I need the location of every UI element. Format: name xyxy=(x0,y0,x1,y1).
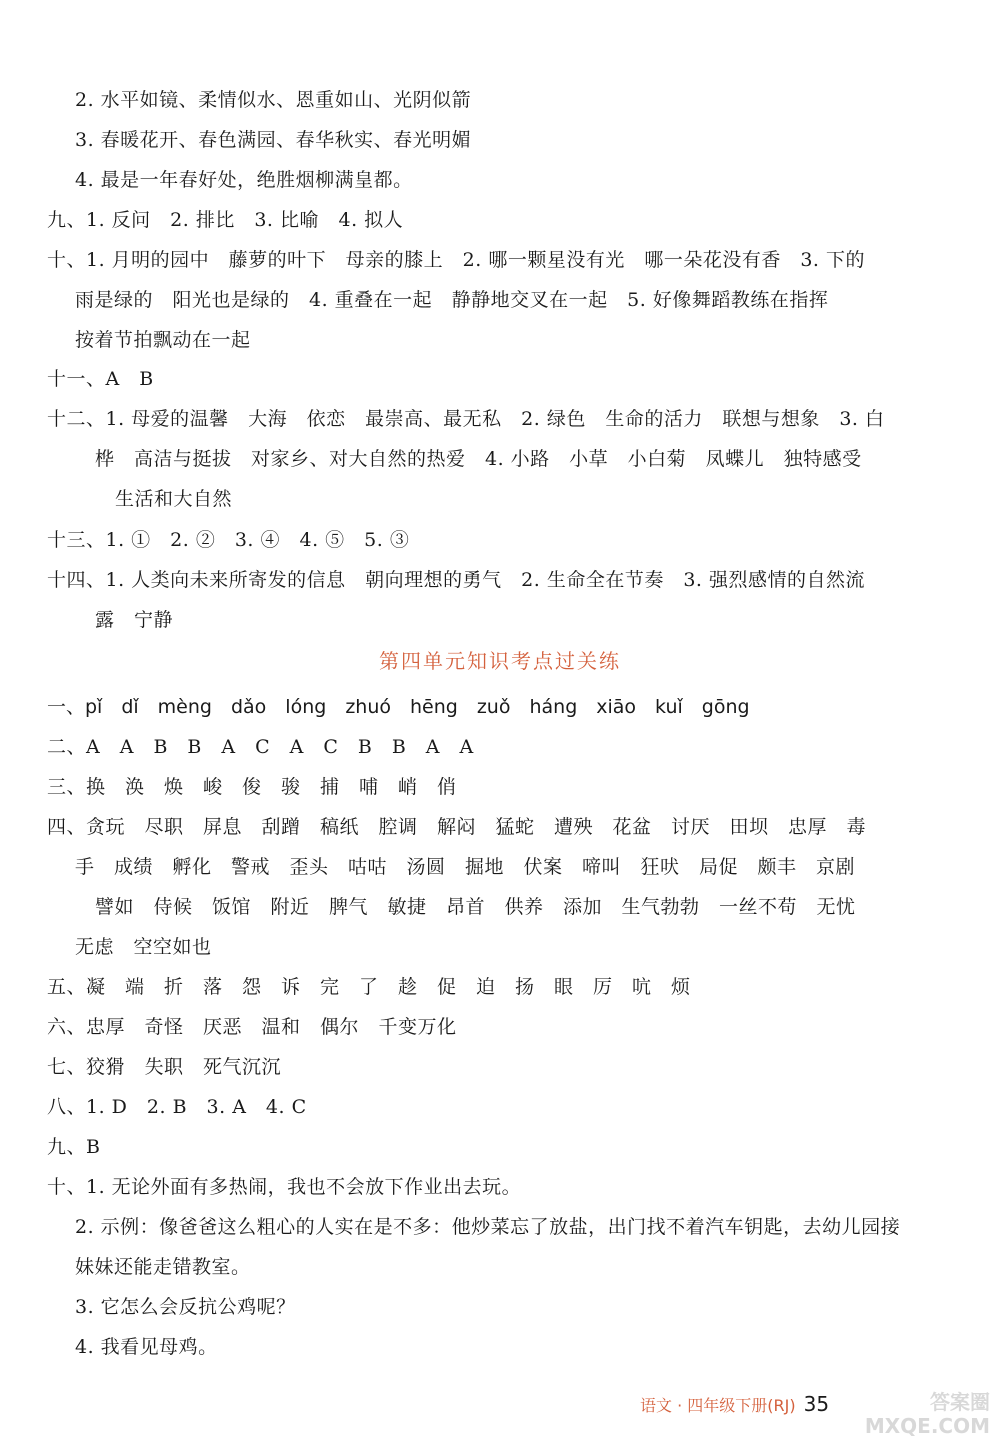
answer-line: 八、1. D 2. B 3. A 4. C xyxy=(47,1096,307,1118)
footer-subject: 语文 · 四年级下册(RJ) xyxy=(640,1396,796,1415)
answer-line: 十、1. 月明的园中 藤萝的叶下 母亲的膝上 2. 哪一颗星没有光 哪一朵花没有香 3. 下的 xyxy=(47,249,866,271)
answer-line: 十四、1. 人类向未来所寄发的信息 朝向理想的勇气 2. 生命全在节奏 3. 强烈感情的自然流 xyxy=(47,569,866,591)
answer-line: 妹妹还能走错教室。 xyxy=(75,1256,251,1278)
answer-line: 六、忠厚 奇怪 厌恶 温和 偶尔 千变万化 xyxy=(47,1016,457,1038)
answer-line: 譬如 侍候 饭馆 附近 脾气 敏捷 昂首 供养 添加 生气勃勃 一丝不苟 无忧 xyxy=(95,896,856,918)
answer-line: 无虑 空空如也 xyxy=(75,936,212,958)
answer-line: 生活和大自然 xyxy=(115,488,233,510)
answer-line: 九、B xyxy=(47,1136,101,1158)
answer-line: 七、狡猾 失职 死气沉沉 xyxy=(47,1056,282,1078)
answer-line-pinyin: 一、pǐ dǐ mèng dǎo lóng zhuó hēng zuǒ háng xiāo kuǐ gōng xyxy=(47,696,750,718)
answer-line: 十一、A B xyxy=(47,368,154,390)
answer-line: 四、贪玩 尽职 屏息 刮蹭 稿纸 腔调 解闷 猛蛇 遭殃 花盆 讨厌 田坝 忠厚 毒 xyxy=(47,816,867,838)
answer-line: 桦 高洁与挺拔 对家乡、对大自然的热爱 4. 小路 小草 小白菊 凤蝶儿 独特感受 xyxy=(95,448,862,470)
answer-line: 按着节拍飘动在一起 xyxy=(75,329,251,351)
answer-line: 3. 它怎么会反抗公鸡呢？ xyxy=(75,1296,296,1318)
answer-line: 4. 最是一年春好处，绝胜烟柳满皇都。 xyxy=(75,169,413,191)
page-number: 35 xyxy=(803,1392,830,1416)
answer-line: 十、1. 无论外面有多热闹，我也不会放下作业出去玩。 xyxy=(47,1176,522,1198)
answer-line: 2. 示例：像爸爸这么粗心的人实在是不多：他炒菜忘了放盐，出门找不着汽车钥匙，去幼儿园接 xyxy=(75,1216,901,1238)
answer-line: 3. 春暖花开、春色满园、春华秋实、春光明媚 xyxy=(75,129,472,151)
answer-line: 十二、1. 母爱的温馨 大海 依恋 最崇高、最无私 2. 绿色 生命的活力 联想与想象 3. 白 xyxy=(47,408,885,430)
answer-line: 雨是绿的 阳光也是绿的 4. 重叠在一起 静静地交叉在一起 5. 好像舞蹈教练在指挥 xyxy=(75,289,829,311)
answer-line: 露 宁静 xyxy=(95,609,174,631)
answer-line: 手 成绩 孵化 警戒 歪头 咕咕 汤圆 掘地 伏案 啼叫 狂吠 局促 颇丰 京剧 xyxy=(75,856,856,878)
answer-line: 2. 水平如镜、柔情似水、恩重如山、光阴似箭 xyxy=(75,89,472,111)
answer-line: 五、凝 端 折 落 怨 诉 完 了 趁 促 迫 扬 眼 厉 吭 烦 xyxy=(47,976,691,998)
section-title: 第四单元知识考点过关练 xyxy=(379,649,621,673)
answer-line: 九、1. 反问 2. 排比 3. 比喻 4. 拟人 xyxy=(47,209,404,231)
answer-line: 三、换 涣 焕 峻 俊 骏 捕 哺 峭 俏 xyxy=(47,776,457,798)
answer-line: 4. 我看见母鸡。 xyxy=(75,1336,218,1358)
watermark-logo: 答案圈 MXQE.COM xyxy=(864,1390,990,1438)
answer-line: 二、A A B B A C A C B B A A xyxy=(47,736,474,758)
answer-line: 十三、1. ① 2. ② 3. ④ 4. ⑤ 5. ③ xyxy=(47,529,410,551)
